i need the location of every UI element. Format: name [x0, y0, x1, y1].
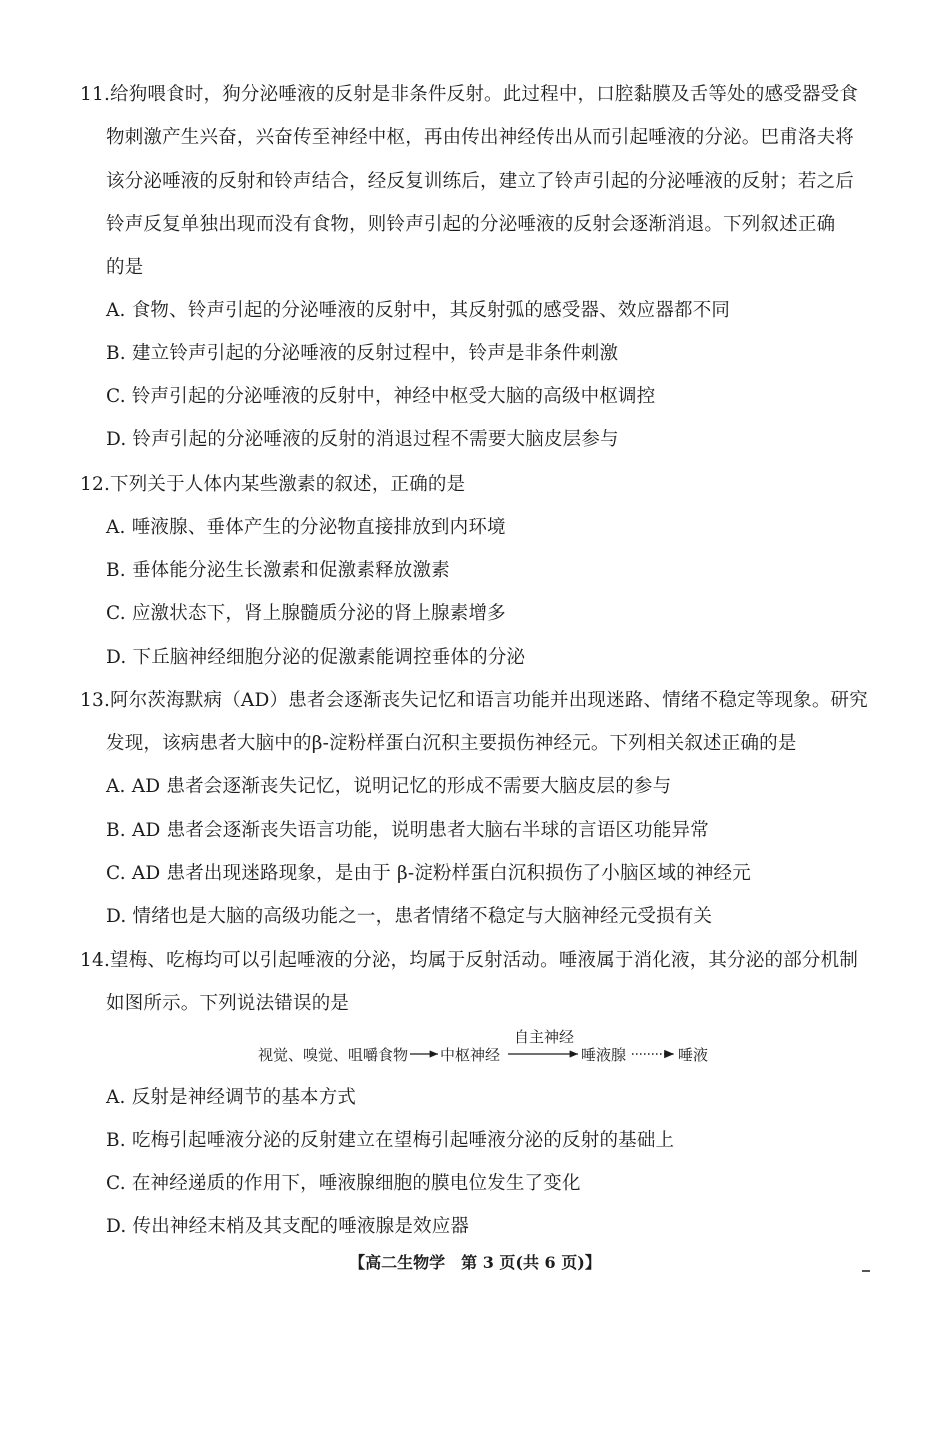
q13-option-d: D. 情绪也是大脑的高级功能之一，患者情绪不稳定与大脑神经元受损有关	[106, 906, 713, 927]
q14-stem-1: 望梅、吃梅均可以引起唾液的分泌，均属于反射活动。唾液属于消化液，其分泌的部分机制	[110, 950, 859, 971]
q12-option-d: D. 下丘脑神经细胞分泌的促激素能调控垂体的分泌	[106, 647, 526, 668]
q13-option-a: A. AD 患者会逐渐丧失记忆，说明记忆的形成不需要大脑皮层的参与	[106, 776, 672, 797]
q13-option-b: B. AD 患者会逐渐丧失语言功能，说明患者大脑右半球的言语区功能异常	[106, 820, 709, 841]
q11-stem-1: 给狗喂食时，狗分泌唾液的反射是非条件反射。此过程中，口腔黏膜及舌等处的感受器受食	[110, 84, 859, 105]
q12-line-1	[80, 470, 465, 496]
q14-option-c: C. 在神经递质的作用下，唾液腺细胞的膜电位发生了变化	[106, 1173, 581, 1194]
q13-stem-2: 发现，该病患者大脑中的β-淀粉样蛋白沉积主要损伤神经元。下列相关叙述正确的是	[106, 733, 797, 754]
q14-stem-2: 如图所示。下列说法错误的是	[106, 993, 350, 1014]
scan-mark	[862, 1270, 870, 1272]
q13-stem-1: 阿尔茨海默病（AD）患者会逐渐丧失记忆和语言功能并出现迷路、情绪不稳定等现象。研究	[110, 690, 868, 711]
q14-line-1	[80, 946, 858, 972]
q12-option-c: C. 应激状态下，肾上腺髓质分泌的肾上腺素增多	[106, 603, 506, 624]
q12-stem-1: 下列关于人体内某些激素的叙述，正确的是	[110, 474, 466, 495]
diagram-arrow-label: 自主神经	[514, 1028, 575, 1046]
diagram-node-gland: 唾液腺	[581, 1046, 627, 1064]
q14-option-d: D. 传出神经末梢及其支配的唾液腺是效应器	[106, 1216, 470, 1237]
q11-option-d: D. 铃声引起的分泌唾液的反射的消退过程不需要大脑皮层参与	[106, 429, 619, 450]
q14-option-b: B. 吃梅引起唾液分泌的反射建立在望梅引起唾液分泌的反射的基础上	[106, 1130, 675, 1151]
diagram-node-stimulus: 视觉、嗅觉、咀嚼食物	[258, 1046, 409, 1064]
diagram-node-saliva: 唾液	[678, 1046, 709, 1064]
q11-option-a: A. 食物、铃声引起的分泌唾液的反射中，其反射弧的感受器、效应器都不同	[106, 300, 731, 321]
q11-stem-2: 物刺激产生兴奋，兴奋传至神经中枢，再由传出神经传出从而引起唾液的分泌。巴甫洛夫将	[106, 127, 855, 148]
page-footer: 【高二生物学 第 3 页(共 6 页)】	[349, 1253, 601, 1272]
q14-number: 14.	[80, 950, 111, 971]
q11-stem-5: 的是	[106, 257, 144, 278]
q13-option-c: C. AD 患者出现迷路现象，是由于 β-淀粉样蛋白沉积损伤了小脑区域的神经元	[106, 863, 751, 884]
q13-number: 13.	[80, 690, 111, 711]
diagram-node-cns: 中枢神经	[440, 1046, 501, 1064]
q11-stem-3: 该分泌唾液的反射和铃声结合，经反复训练后，建立了铃声引起的分泌唾液的反射；若之后	[106, 171, 855, 192]
q11-stem-4: 铃声反复单独出现而没有食物，则铃声引起的分泌唾液的反射会逐渐消退。下列叙述正确	[106, 214, 836, 235]
q14-option-a: A. 反射是神经调节的基本方式	[106, 1087, 357, 1108]
q11-option-b: B. 建立铃声引起的分泌唾液的反射过程中，铃声是非条件刺激	[106, 343, 619, 364]
q12-option-a: A. 唾液腺、垂体产生的分泌物直接排放到内环境	[106, 517, 506, 538]
q11-number: 11.	[80, 84, 111, 105]
diagram-arrows	[258, 1030, 728, 1070]
q13-line-1	[80, 686, 868, 712]
q11-line-1	[80, 80, 858, 106]
q12-number: 12.	[80, 474, 111, 495]
saliva-flow-diagram	[258, 1030, 728, 1070]
q12-option-b: B. 垂体能分泌生长激素和促激素释放激素	[106, 560, 450, 581]
q11-option-c: C. 铃声引起的分泌唾液的反射中，神经中枢受大脑的高级中枢调控	[106, 386, 656, 407]
